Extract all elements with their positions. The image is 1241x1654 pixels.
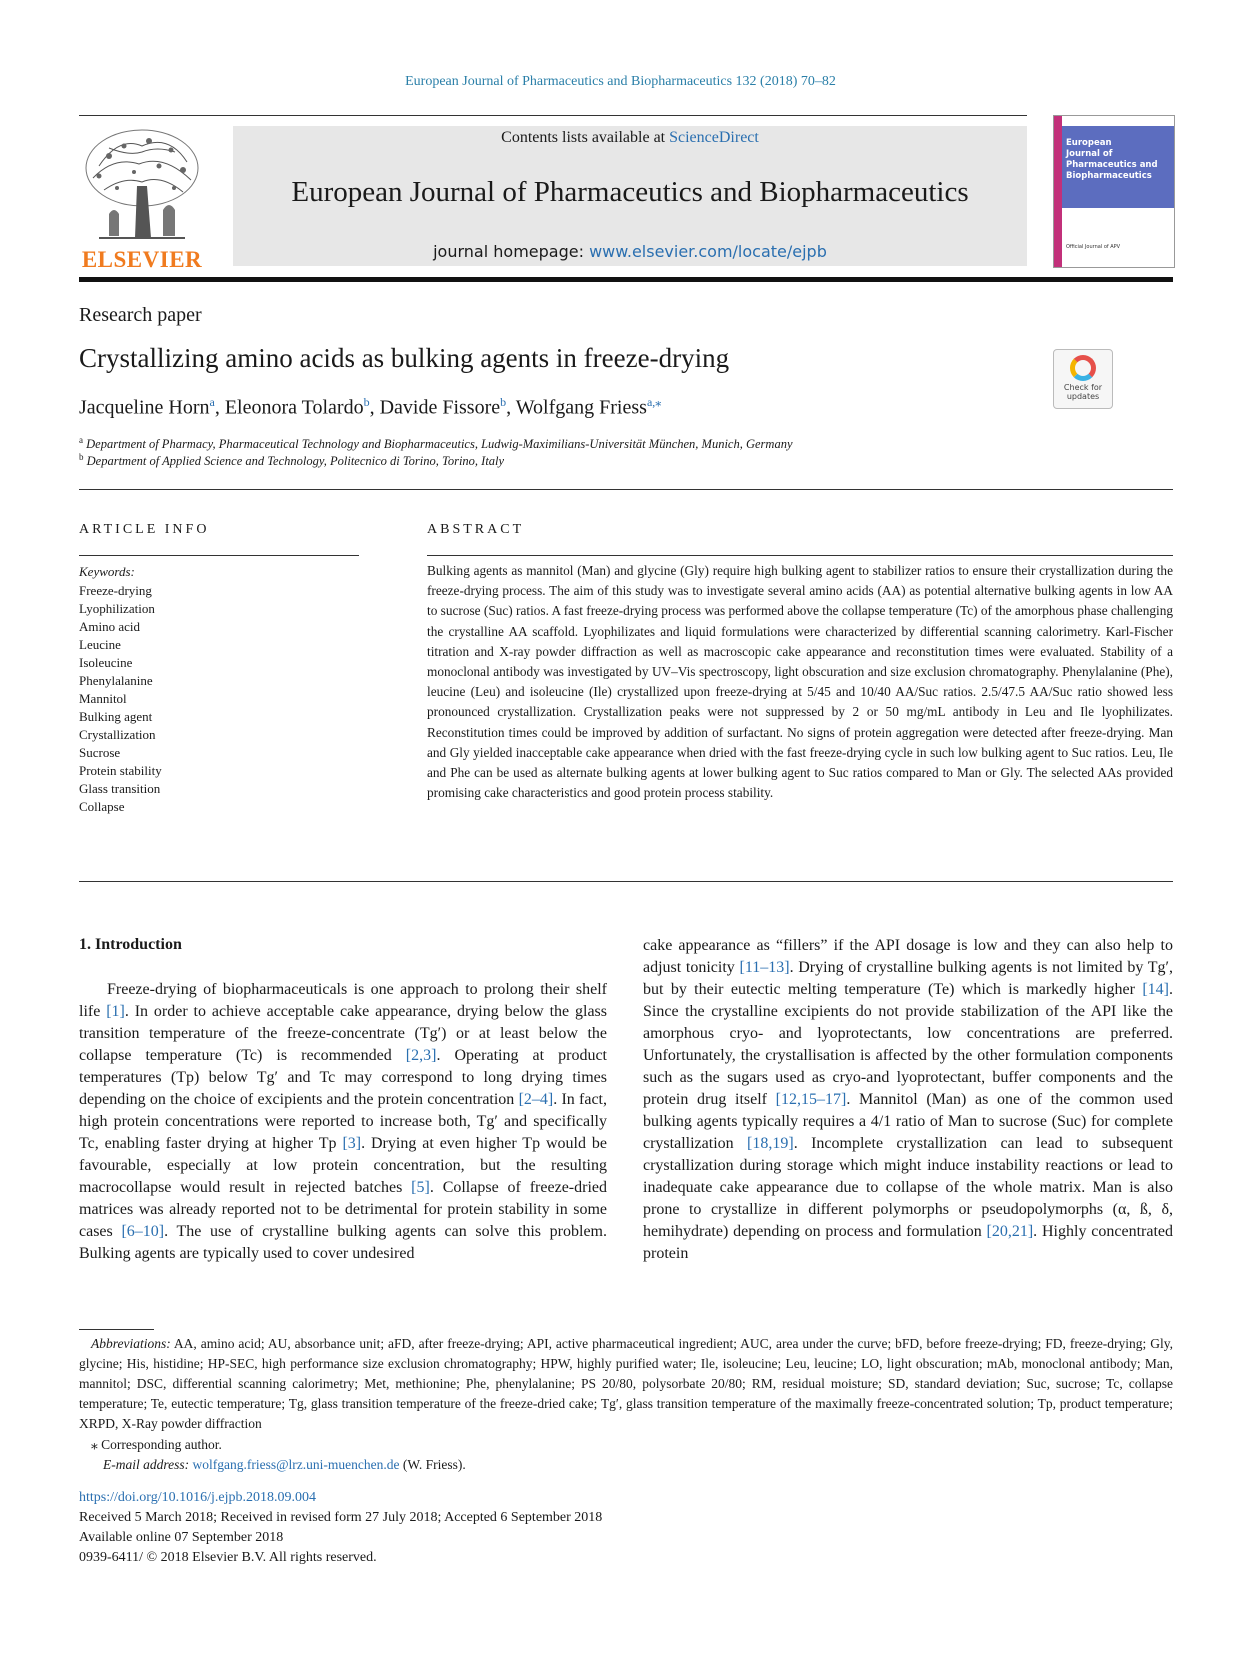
keyword: Glass transition (79, 781, 161, 796)
keyword: Protein stability (79, 763, 162, 778)
author-name[interactable]: Eleonora Tolardo (224, 396, 364, 419)
check-updates-line: updates (1066, 392, 1100, 401)
section-heading-introduction: 1. Introduction (79, 936, 182, 953)
journal-citation-link[interactable]: European Journal of Pharmaceutics and Biopharmaceutics 132 (2018) 70–82 (405, 74, 836, 89)
title-divider (79, 489, 1173, 490)
paper-title: Crystallizing amino acids as bulking agents in freeze-drying (79, 343, 730, 373)
body-text: . Mannitol (Man) as one of the common used bulking agents typically requires a 4/1 ratio of Man to sucrose (Suc) for complete crystallization (643, 1091, 1173, 1152)
contents-prefix: Contents lists available at (501, 129, 670, 146)
copyright-notice: 0939-6411/ © 2018 Elsevier B.V. All rights reserved. (79, 1550, 377, 1565)
cover-title-line: Journal of (1066, 149, 1113, 159)
affiliation-mark: b (79, 452, 84, 462)
body-text: . Highly concentrated protein (643, 1223, 1173, 1262)
affiliation (79, 452, 504, 469)
reference-link[interactable]: [3] (342, 1135, 362, 1152)
keyword: Phenylalanine (79, 673, 153, 688)
keyword: Sucrose (79, 745, 121, 760)
cover-title (1066, 138, 1158, 182)
journal-banner (233, 126, 1027, 266)
reference-link[interactable]: [2,3] (405, 1047, 437, 1064)
reference-link[interactable]: [18,19] (747, 1135, 794, 1152)
journal-homepage-link[interactable]: www.elsevier.com/locate/ejpb (589, 242, 827, 261)
body-text: . In fact, high protein concentrations were reported to increase both, Tg′ and specifically Tc, enabling faster drying at higher Tp (79, 1091, 607, 1152)
affiliation-text: Department of Applied Science and Technology, Politecnico di Torino, Torino, Italy (86, 454, 505, 469)
contents-line (233, 129, 1027, 147)
reference-link[interactable]: [11–13] (739, 959, 790, 976)
body-text: . Drying at even higher Tp would be favourable, especially at low protein concentration, but the resulting macrocollapse would result in rejected batches (79, 1135, 608, 1196)
keyword: Freeze-drying (79, 583, 152, 598)
reference-link[interactable]: [12,15–17] (775, 1091, 847, 1108)
reference-link[interactable]: [14] (1142, 981, 1169, 998)
header-divider (79, 277, 1173, 282)
article-info-heading: ARTICLE INFO (79, 522, 210, 537)
keyword: Lyophilization (79, 601, 155, 616)
keyword: Mannitol (79, 691, 127, 706)
keyword: Collapse (79, 799, 125, 814)
body-text: . In order to achieve acceptable cake appearance, drying below the glass transition temperature of the freeze-concentrate (Tg′) or at least below the collapse temperature (Tc) is recommended (79, 1003, 608, 1064)
check-for-updates-button[interactable] (1053, 349, 1113, 409)
top-divider (79, 115, 1027, 116)
affiliation-mark: a (79, 435, 83, 445)
elsevier-tree-icon (79, 126, 205, 242)
abbreviations-footnote (79, 1334, 1173, 1434)
doi-link[interactable]: https://doi.org/10.1016/j.ejpb.2018.09.004 (79, 1490, 316, 1505)
reference-link[interactable]: [6–10] (121, 1223, 165, 1240)
article-info-divider (79, 555, 359, 556)
keyword: Isoleucine (79, 655, 133, 670)
email-label: E-mail address: (103, 1457, 190, 1472)
author-affiliation-mark[interactable]: b (363, 395, 370, 409)
check-updates-line: Check for (1063, 383, 1103, 392)
email-suffix: (W. Friess). (399, 1457, 466, 1472)
cover-stripe (1054, 116, 1062, 267)
abbreviations-label: Abbreviations: (91, 1336, 171, 1351)
paper-type: Research paper (79, 304, 202, 326)
author-name[interactable]: Jacqueline Horn (79, 396, 210, 419)
intro-paragraph-left (79, 979, 607, 1265)
keywords-label: Keywords: (79, 564, 135, 579)
body-text: . Operating at product temperatures (Tp) below Tg′ and Tc may correspond to long drying times depending on the choice of excipients and the protein concentration (79, 1047, 608, 1108)
check-updates-icon (1070, 355, 1096, 381)
abstract-heading: ABSTRACT (427, 522, 525, 537)
abstract-text: Bulking agents as mannitol (Man) and glycine (Gly) require high bulking agent to stabilizer ratios to ensure their crystallization during the freeze-drying process. The aim of this study was to investigate several amino acids (AA) as potential alternative bulking agents in low AA to sucrose (Suc) ratios. A fast freeze-drying process was performed above the collapse temperature (Tc) of the amorphous phase challenging the crystalline AA scaffold. Lyophilizates and liquid formulations were characterized by differential scanning calorimetry. Karl-Fischer titration and X-ray powder diffraction as well as macroscopic cake appearance and reconstitution times were evaluated. Stability of a monoclonal antibody was investigated by UV–Vis spectroscopy, light obscuration and size exclusion chromatography. Phenylalanine (Phe), leucine (Leu) and isoleucine (Ile) crystallized upon freeze-drying at 5/45 and 10/40 AA/Suc ratios. 2.5/47.5 AA/Suc ratio showed less pronounced crystallization. Crystallization peaks were not suppressed by 2 or 50 mg/mL antibody in Leu and Ile lyophilizates. Reconstitution times could be improved by addition of surfactant. No signs of protein aggregation were detected after freeze-drying. Man and Gly yielded inacceptable cake appearance when dried with the fast freeze-drying cycle in such low bulking agent to Suc ratios. Leu, Ile and Phe can be used as alternate bulking agents at lower bulking agent to Suc ratios compared to Man or Gly. The selected AAs provided promising cake characteristics and good protein process stability. (427, 563, 1173, 801)
cover-title-line: Biopharmaceutics (1066, 171, 1152, 181)
sciencedirect-link[interactable]: ScienceDirect (669, 129, 759, 146)
abstract-bottom-divider (79, 881, 1173, 882)
affiliation (79, 435, 793, 452)
cover-title-line: Pharmaceutics and (1066, 160, 1158, 170)
author-separator: , (369, 396, 380, 419)
intro-paragraph-right (643, 935, 1173, 1265)
keyword: Bulking agent (79, 709, 153, 724)
author-separator: , (506, 396, 516, 419)
cover-title-line: European (1066, 138, 1112, 148)
body-text: . Since the crystalline excipients do not provide stabilization of the API like the amorphous cryo- and lyoprotectants, low concentrations are preferred. Unfortunately, the crystallisation is affected by the other formulation components such as the sugars used as cryo-and lyoprotectant, buffer components and the protein drug itself (643, 981, 1173, 1108)
email-line (103, 1457, 466, 1473)
cover-footer: Official Journal of APV (1066, 244, 1121, 250)
author-name[interactable]: Davide Fissore (379, 396, 501, 419)
body-text: . Incomplete crystallization can lead to subsequent crystallization during storage which might induce instability reactions or lead to inadequate cake appearance due to collapse of the whole matrix. Man is also prone to crystallize in different polymorphs or pseudopolymorphs (α, ß, δ, hemihydrate) depending on process and formulation (643, 1135, 1174, 1240)
abstract-divider (427, 555, 1173, 556)
abbreviations-text: AA, amino acid; AU, absorbance unit; aFD, after freeze-drying; API, active pharmaceutical ingredient; AUC, area under the curve; bFD, before freeze-drying; FD, freeze-drying; Gly, glycine; His, histidine; HP-SEC, high performance size exclusion chromatography; HPW, highly purified water; Ile, isoleucine; Leu, leucine; LO, light obscuration; mAb, monoclonal antibody; Man, mannitol; DSC, differential scanning calorimetry; Met, methionine; Phe, phenylalanine; PS 20/80, polysorbate 20/80; RM, residual moisture; SD, standard deviation; Suc, sucrose; Tc, collapse temperature; Te, eutectic temperature; Tg, glass transition temperature of the freeze-dried cake; Tg′, glass transition temperature of the maximally freeze-concentrated solution; Tp, product temperature; XRPD, X-Ray powder diffraction (79, 1336, 1173, 1431)
body-text: . Drying of crystalline bulking agents is not limited by Tg′, but by their eutectic melting temperature (Te) which is markedly higher (643, 959, 1173, 998)
body-text: Freeze-drying of biopharmaceuticals is one approach to prolong their shelf life (79, 981, 607, 1020)
keyword: Amino acid (79, 619, 141, 634)
affiliation-text: Department of Pharmacy, Pharmaceutical Technology and Biopharmaceutics, Ludwig-Maximilians-Universität München, Munich, Germany (86, 437, 793, 452)
available-online-date: Available online 07 September 2018 (79, 1530, 284, 1545)
body-text: . The use of crystalline bulking agents can solve this problem. Bulking agents are typically used to cover undesired (79, 1223, 608, 1262)
corresponding-author-note: ⁎ Corresponding author. (91, 1437, 222, 1452)
author-affiliation-mark[interactable]: b (500, 395, 507, 409)
reference-link[interactable]: [20,21] (986, 1223, 1034, 1240)
reference-link[interactable]: [2–4] (518, 1091, 554, 1108)
author-separator: , (214, 396, 225, 419)
author-list (79, 395, 661, 420)
keywords-list (79, 582, 162, 816)
keyword: Leucine (79, 637, 121, 652)
reference-link[interactable]: [1] (106, 1003, 125, 1020)
check-updates-label (1054, 383, 1112, 401)
email-link[interactable]: wolfgang.friess@lrz.uni-muenchen.de (192, 1457, 400, 1472)
publisher-name: ELSEVIER (81, 247, 203, 272)
keyword: Crystallization (79, 727, 156, 742)
homepage-prefix: journal homepage: (433, 242, 590, 261)
author-affiliation-mark[interactable]: a,⁎ (646, 395, 662, 409)
author-affiliation-mark[interactable]: a (209, 395, 215, 409)
journal-title: European Journal of Pharmaceutics and Biopharmaceutics (291, 176, 969, 208)
body-text: . Collapse of freeze-dried matrices was already reported not to be detrimental for protein stability in some cases (79, 1179, 607, 1240)
author-name[interactable]: Wolfgang Friess (515, 396, 647, 419)
journal-cover-thumbnail[interactable] (1053, 115, 1175, 268)
footnote-divider (79, 1329, 154, 1330)
received-dates: Received 5 March 2018; Received in revised form 27 July 2018; Accepted 6 September 2018 (79, 1510, 603, 1525)
homepage-line (233, 242, 1027, 261)
body-text: cake appearance as “fillers” if the API dosage is low and they can also help to adjust tonicity (643, 937, 1173, 976)
reference-link[interactable]: [5] (411, 1179, 430, 1196)
elsevier-logo (79, 126, 205, 272)
